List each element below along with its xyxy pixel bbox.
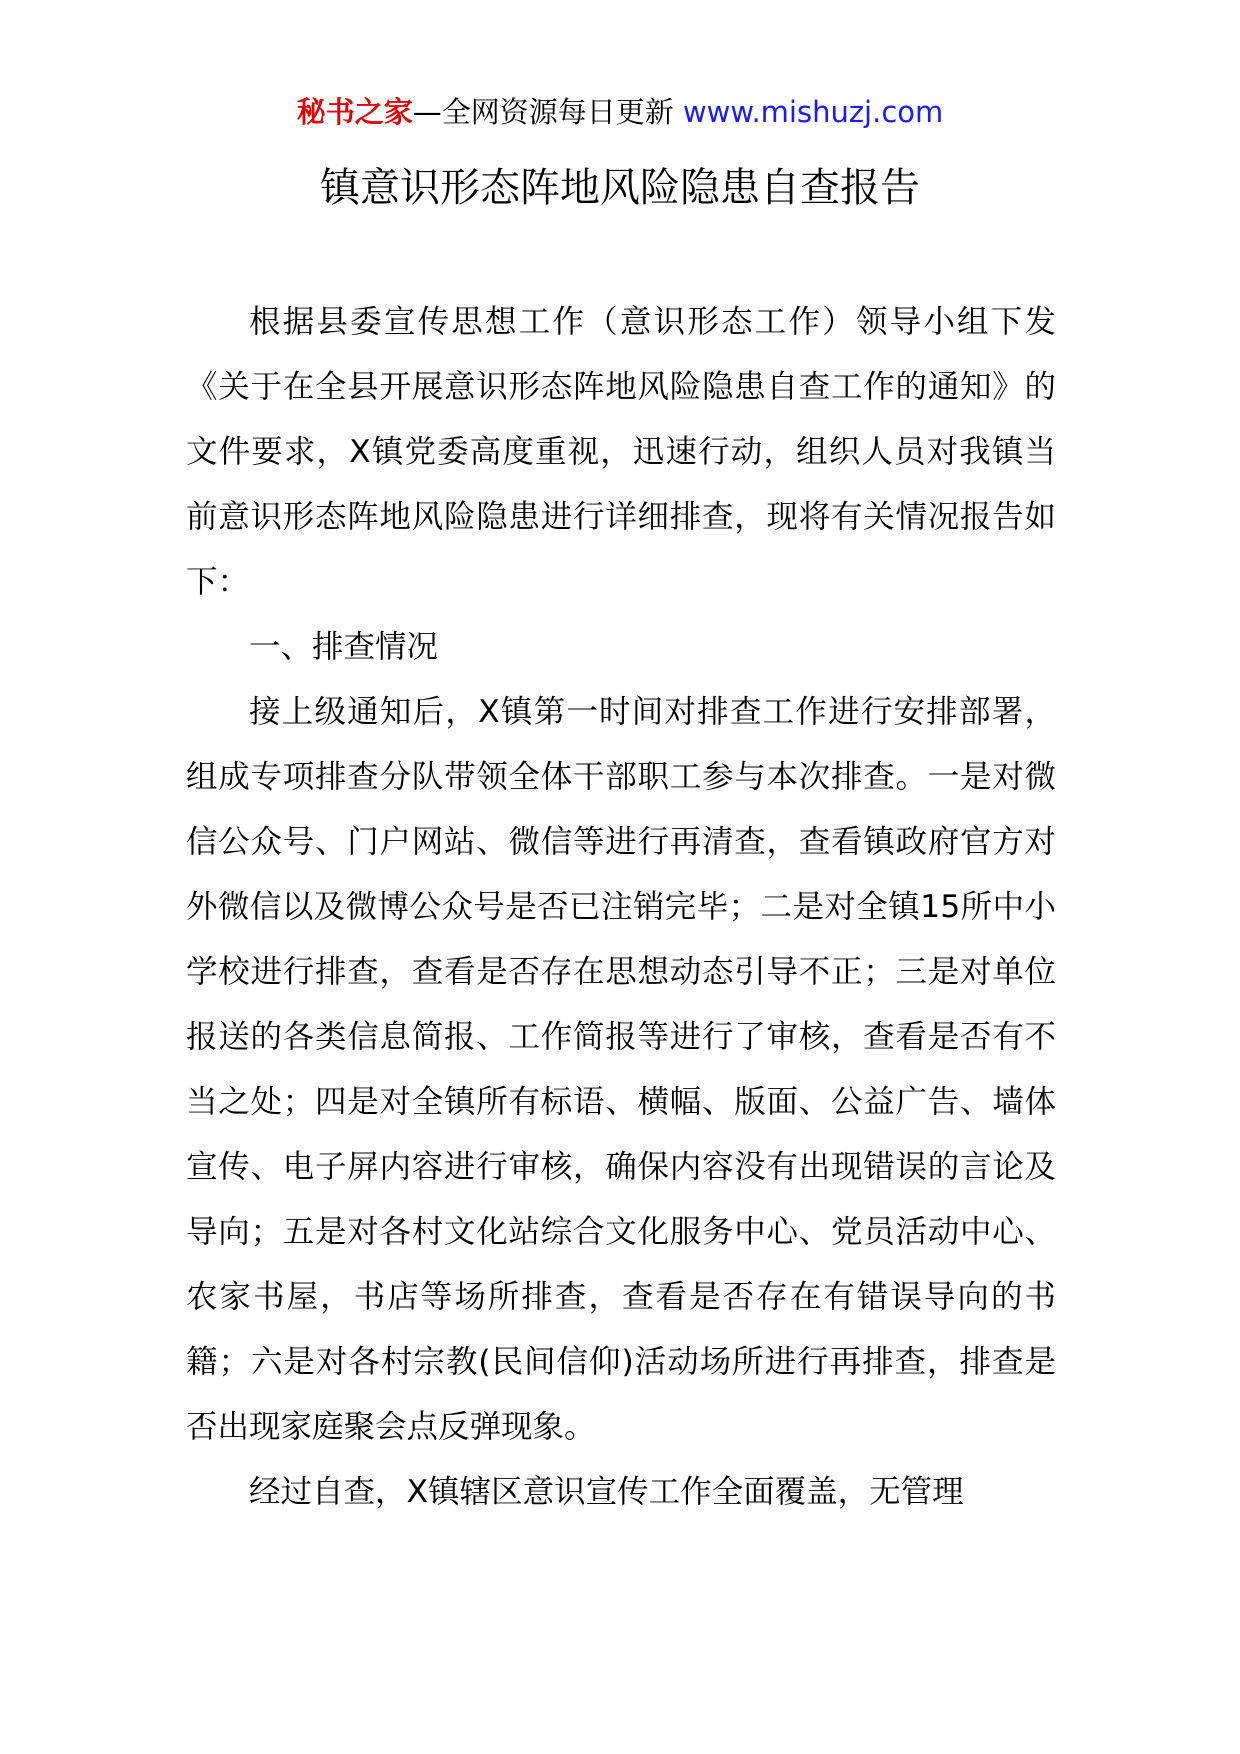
document-body bbox=[186, 290, 1056, 1525]
section-heading: 一、排查情况 bbox=[249, 629, 439, 665]
site-header bbox=[0, 92, 1240, 132]
intro-paragraph: 根据县委宣传思想工作（意识形态工作）领导小组下发《关于在全县开展意识形态阵地风险隐患自查工作的通知》的文件要求，X镇党委高度重视，迅速行动，组织人员对我镇当前意识形态阵地风险隐患进行详细排查，现将有关情况报告如下： bbox=[186, 304, 1056, 600]
site-url[interactable]: www.mishuzj.com bbox=[682, 95, 944, 129]
header-tagline: —全网资源每日更新 bbox=[412, 95, 674, 129]
document-title: 镇意识形态阵地风险隐患自查报告 bbox=[320, 165, 920, 211]
body-paragraph: 接上级通知后，X镇第一时间对排查工作进行安排部署，组成专项排查分队带领全体干部职工参与本次排查。一是对微信公众号、门户网站、微信等进行再清查，查看镇政府官方对外微信以及微博公众号是否已注销完毕；二是对全镇15所中小学校进行排查，查看是否存在思想动态引导不正；三是对单位报送的各类信息简报、工作简报等进行了审核，查看是否有不当之处；四是对全镇所有标语、横幅、版面、公益广告、墙体宣传、电子屏内容进行审核，确保内容没有出现错误的言论及导向；五是对各村文化站综合文化服务中心、党员活动中心、农家书屋，书店等场所排查，查看是否存在有错误导向的书籍；六是对各村宗教(民间信仰)活动场所进行再排查，排查是否出现家庭聚会点反弹现象。 bbox=[186, 694, 1056, 1445]
body-paragraph-continued: 经过自查，X镇辖区意识宣传工作全面覆盖，无管理 bbox=[249, 1474, 964, 1510]
brand-name: 秘书之家 bbox=[296, 95, 413, 129]
